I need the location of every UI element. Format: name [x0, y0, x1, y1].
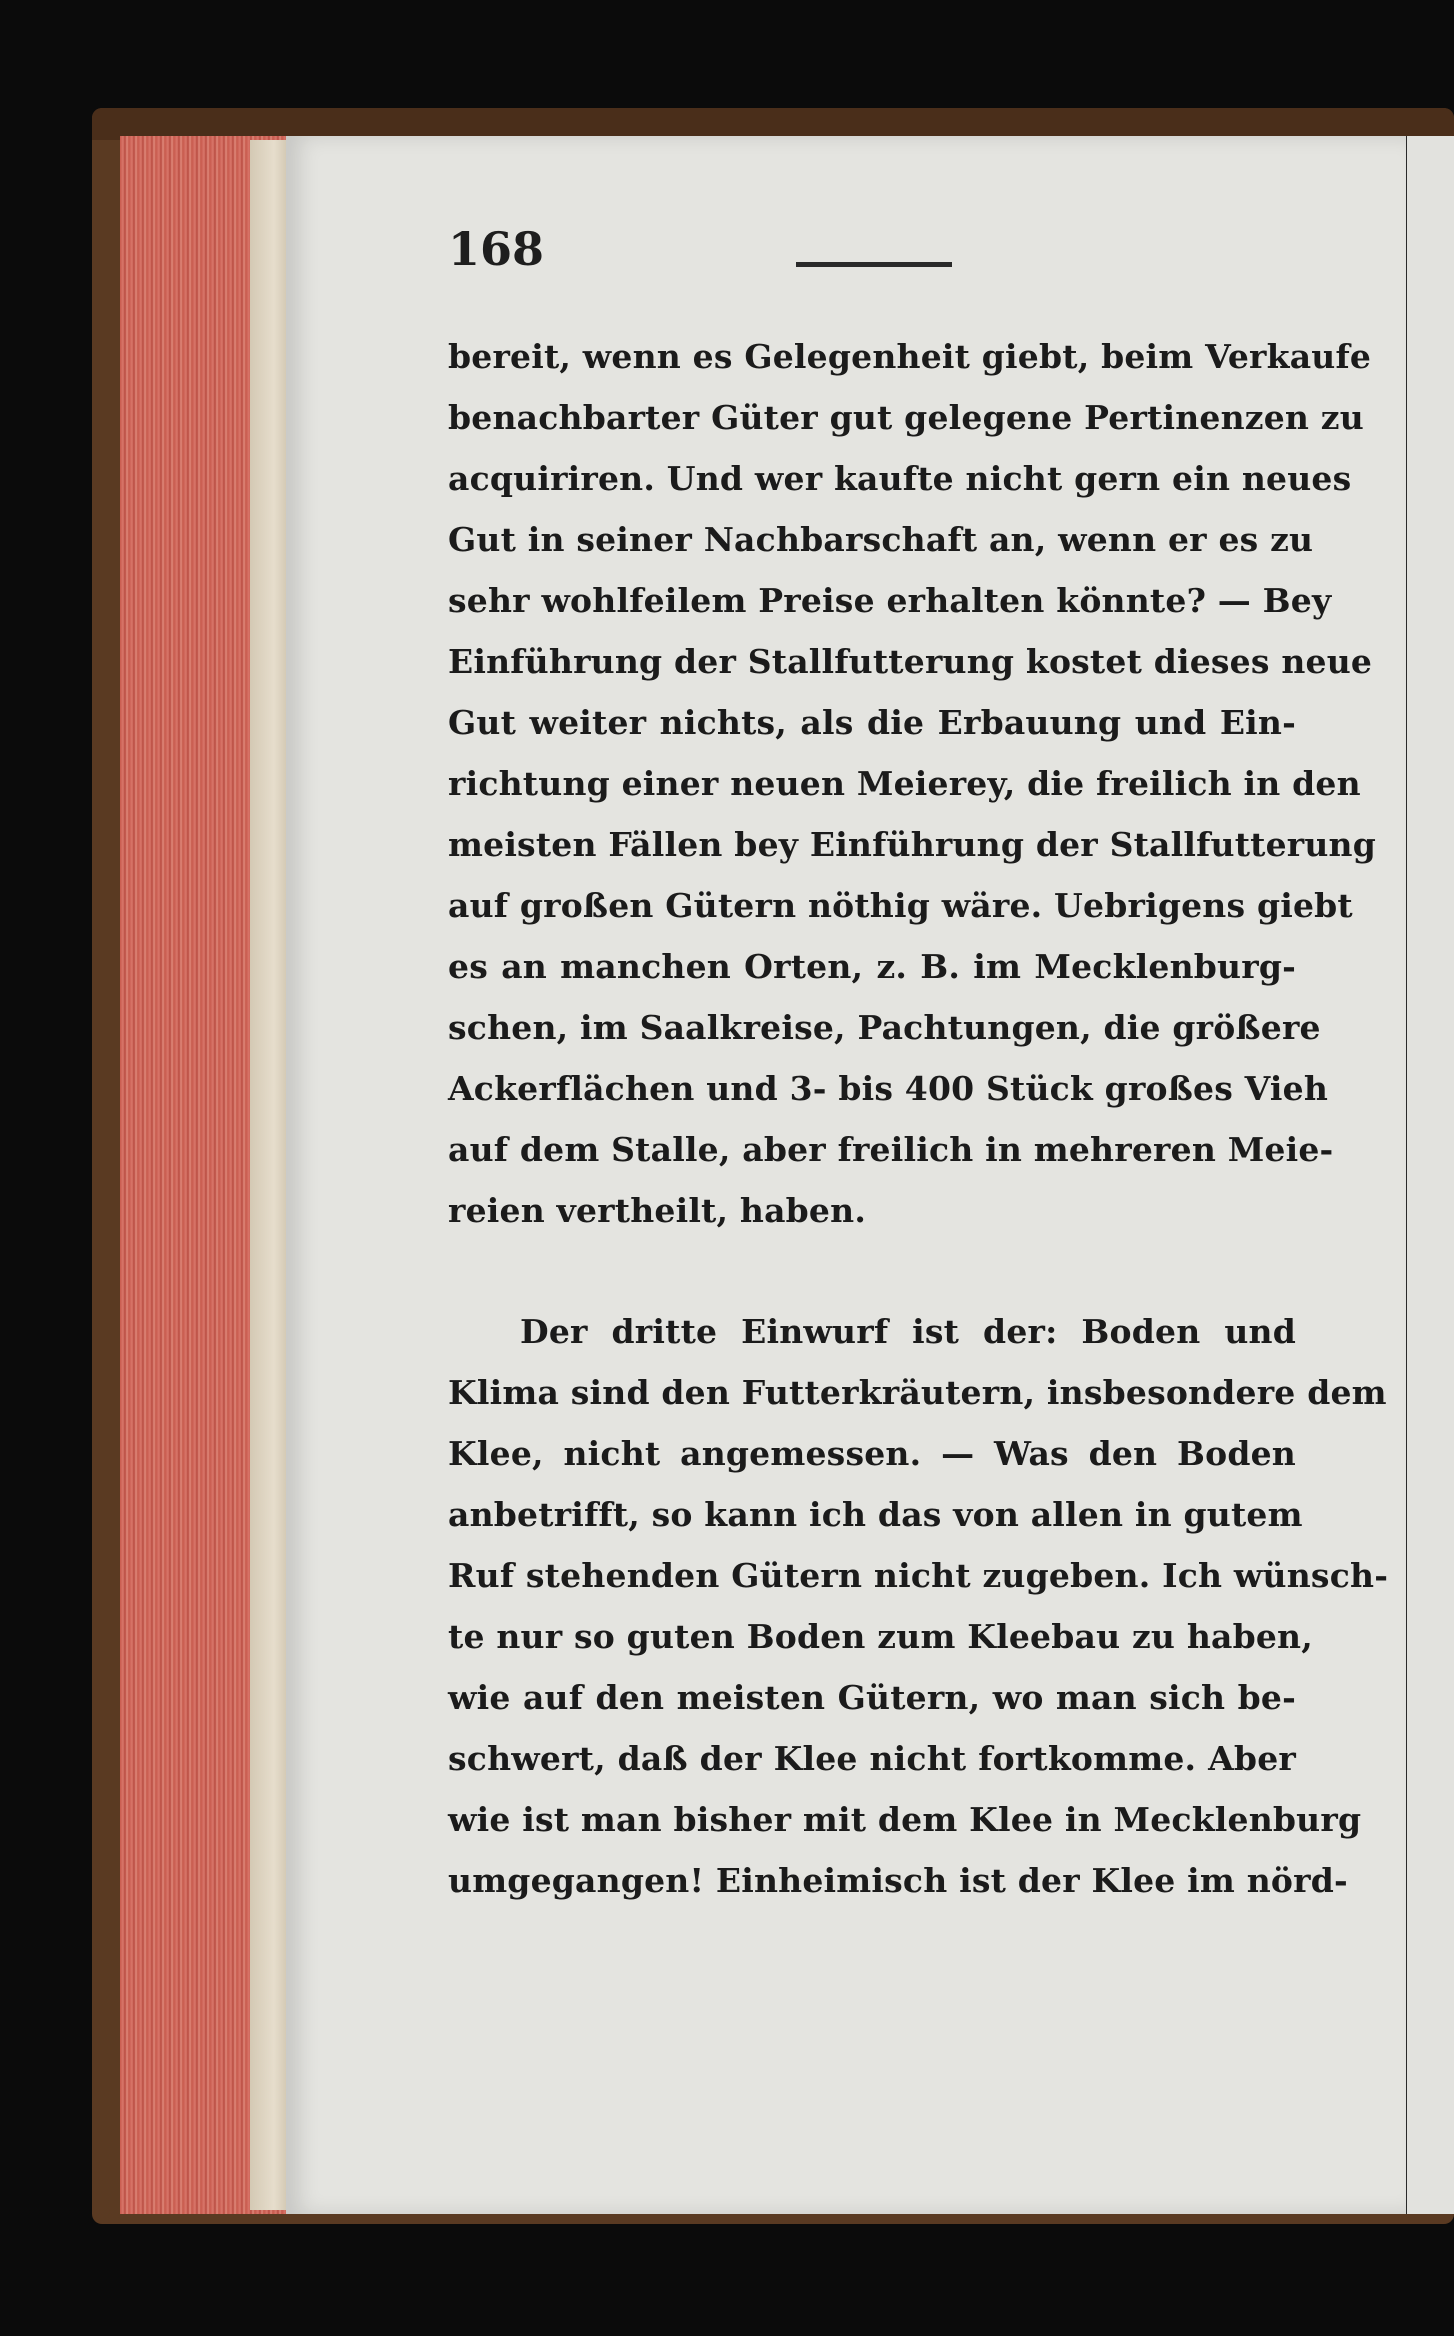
facing-page-edge [1404, 136, 1454, 2214]
page-number: 168 [448, 222, 545, 276]
text-line: acquiriren. Und wer kaufte nicht gern ein neues [448, 459, 1352, 498]
text-line: Ruf stehenden Gütern nicht zugeben. Ich wünsch- [448, 1556, 1389, 1595]
text-line: schen, im Saalkreise, Pachtungen, die größere [448, 1008, 1321, 1047]
text-line: umgegangen! Einheimisch ist der Klee im nörd- [448, 1861, 1348, 1900]
text-line: bereit, wenn es Gelegenheit giebt, beim Verkaufe [448, 337, 1372, 376]
text-line: anbetrifft, so kann ich das von allen in gutem [448, 1495, 1303, 1534]
page-body [448, 326, 1389, 1911]
text-line: Einführung der Stallfutterung kostet dieses neue [448, 642, 1373, 681]
text-line: te nur so guten Boden zum Kleebau zu haben, [448, 1617, 1313, 1656]
text-line: sehr wohlfeilem Preise erhalten könnte? — Bey [448, 581, 1332, 620]
text-line: Gut weiter nichts, als die Erbauung und Ein- [448, 703, 1296, 742]
text-line: reien vertheilt, haben. [448, 1191, 867, 1230]
header-rule [796, 262, 952, 267]
text-line: Gut in seiner Nachbarschaft an, wenn er es zu [448, 520, 1314, 559]
text-line: schwert, daß der Klee nicht fortkomme. Aber [448, 1739, 1296, 1778]
text-line: benachbarter Güter gut gelegene Pertinenzen zu [448, 398, 1364, 437]
text-line: auf dem Stalle, aber freilich in mehreren Meie- [448, 1130, 1334, 1169]
paragraph-gap [448, 1241, 1296, 1301]
text-line: wie auf den meisten Gütern, wo man sich be- [448, 1678, 1296, 1717]
text-line: Ackerflächen und 3- bis 400 Stück großes Vieh [448, 1069, 1329, 1108]
text-line: es an manchen Orten, z. B. im Mecklenburg- [448, 947, 1296, 986]
text-line: Der dritte Einwurf ist der: Boden und [520, 1312, 1296, 1351]
text-line: richtung einer neuen Meierey, die freilich in den [448, 764, 1361, 803]
text-line: Klima sind den Futterkräutern, insbesondere dem [448, 1373, 1387, 1412]
text-line: auf großen Gütern nöthig wäre. Uebrigens giebt [448, 886, 1353, 925]
text-line: wie ist man bisher mit dem Klee in Mecklenburg [448, 1800, 1362, 1839]
text-line: Klee, nicht angemessen. — Was den Boden [448, 1434, 1296, 1473]
text-line: meisten Fällen bey Einführung der Stallfutterung [448, 825, 1377, 864]
page-edges-inner [250, 140, 290, 2210]
